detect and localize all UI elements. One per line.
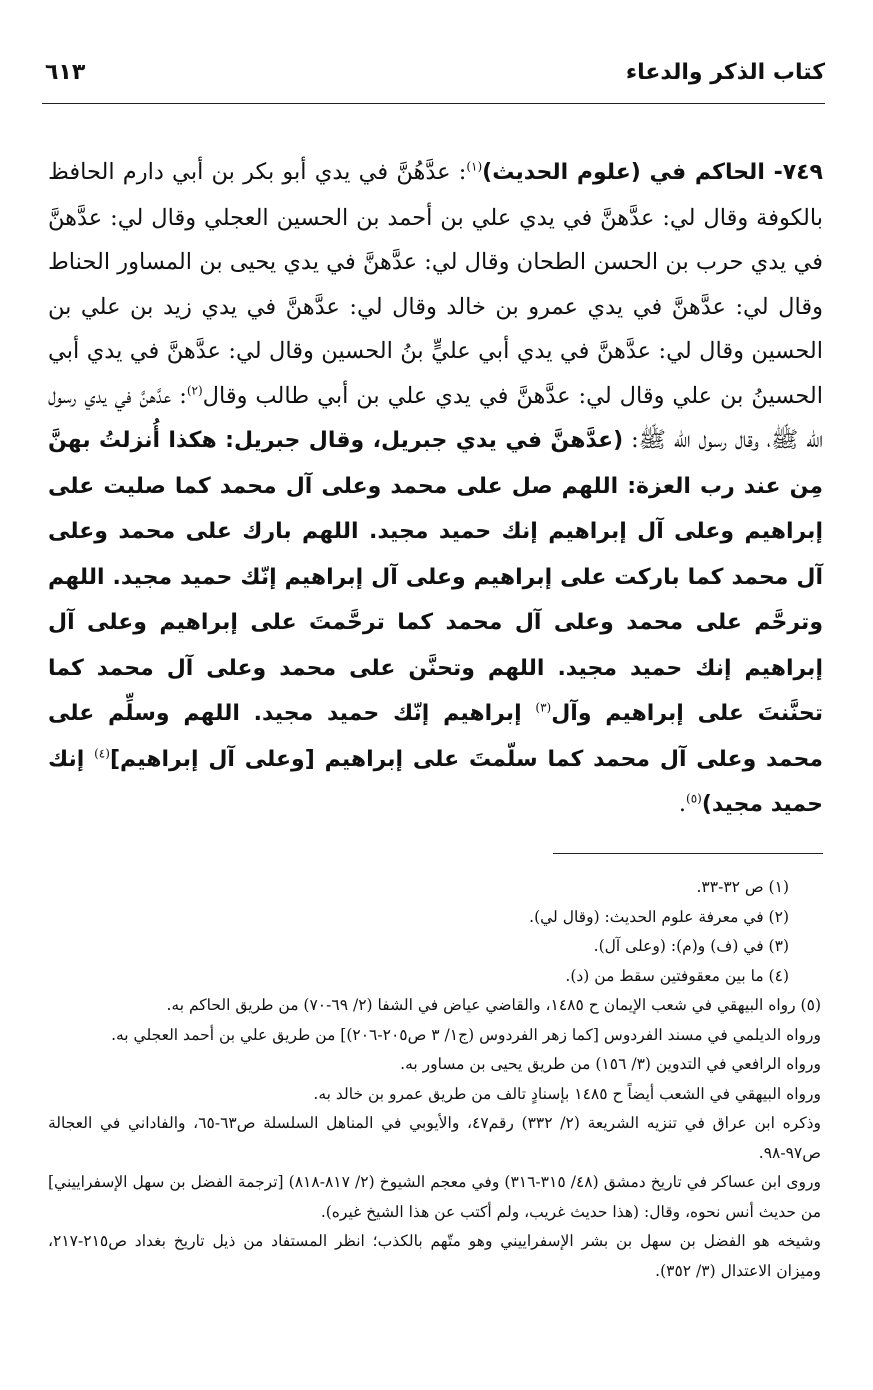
footnote-5-line: ورواه الرافعي في التدوين (٣/ ١٥٦) من طريق يحيى بن مساور به. [400,1055,821,1073]
running-title: كتاب الذكر والدعاء [625,59,825,85]
matn-text-2: إبراهيم إنّك حميد مجيد. اللهم وسلِّم على محمد وعلى آل محمد كما سلّمتَ على إبراهيم [وعلى آل إبراهيم] [48,701,823,772]
header-divider [42,103,825,104]
footnote-ref-3[interactable]: (٣) [535,700,552,715]
footnote-5-line: وذكره ابن عراق في تنزيه الشريعة (٢/ ٣٣٢) رقم٤٧، والأيوبي في المناهل السلسلة ص٦٣-٦٥، والفاداني في العجالة ص٩٧-٩٨. [48,1114,822,1162]
page-header [45,52,825,92]
matn-text: (عدَّهنَّ في يدي جبريل، وقال جبريل: هكذا أُنزلتُ بهنَّ مِن عند رب العزة: اللهم صل على محمد وعلى آل محمد كما صليت على إبراهيم وعلى آل إبراهيم إنك حميد مجيد. اللهم بارك على محمد وعلى آل محمد كما باركت على إبراهيم وعلى آل إبراهيم إنّك حميد مجيد. اللهم وترحَّم على محمد وعلى آل محمد كما ترحَّمتَ على إبراهيم وعلى آل إبراهيم إنك حميد مجيد. اللهم وتحنَّن على محمد وعلى آل محمد كما تحنَّنتَ على إبراهيم وآل [48,428,823,726]
footnotes [48,873,821,1286]
footnote-5-line: وروى ابن عساكر في تاريخ دمشق (٤٨/ ٣١٥-٣١٦) وفي معجم الشيوخ (٢/ ٨١٧-٨١٨) [ترجمة الفضل بن سهل الإسفراييني] من حديث أنس نحوه، وقال: (هذا حديث غريب، ولم أكتب عن هذا الشيخ غيره). [48,1173,822,1221]
footnote-ref-1[interactable]: (١) [466,159,483,174]
footnote-ref-5[interactable]: (٥) [686,791,702,806]
footnote-ref-4[interactable]: (٤) [94,746,110,760]
footnote-1: (١) ص ٣٢-٣٣. [696,878,789,896]
footnote-5-line: ورواه الديلمي في مسند الفردوس [كما زهر الفردوس (ج١/ ٣ ص٢٠٥-٢٠٦)] من طريق علي بن أحمد العجلي به. [111,1025,821,1044]
footnote-2: (٢) في معرفة علوم الحديث: (وقال لي). [529,907,789,926]
hadith-paragraph [48,150,823,828]
footnote-5-line: ورواه البيهقي في الشعب أيضاً ح ١٤٨٥ بإسنادٍ تالف من طريق عمرو بن خالد به. [313,1084,821,1103]
footnote-4: (٤) ما بين معقوفتين سقط من (د). [565,966,789,985]
footnote-5-line: وشيخه هو الفضل بن سهل بن بشر الإسفراييني وهو متّهم بالكذب؛ انظر المستفاد من ذيل تاريخ بغداد ص٢١٥-٢١٧، وميزان الاعتدال (٣/ ٣٥٢). [48,1232,821,1280]
paragraph-end: . [678,791,686,817]
footnote-3: (٣) في (ف) و(م): (وعلى آل). [593,937,789,955]
isnad-text: : عدَّهُنَّ في يدي أبو بكر بن أبي دارم الحافظ بالكوفة وقال لي: عدَّهنَّ في يدي علي بن أحمد بن الحسين العجلي وقال لي: عدَّهنَّ في يدي حرب بن الحسن الطحان وقال لي: عدَّهنَّ في يدي يحيى بن المساور الحناط وقال لي: عدَّهنَّ في يدي عمرو بن خالد وقال لي: عدَّهنَّ في يدي زيد بن علي بن الحسين وقال لي: عدَّهنَّ في يدي أبي عليٍّ بنُ الحسين وقال لي: عدَّهنَّ في يدي أبي الحسينُ بن علي وقال لي: عدَّهنَّ في يدي علي بن أبي طالب وقال [48,159,823,409]
matn-text-3: إنك حميد مجيد) [48,746,823,817]
page-number: ٦١٣ [45,59,86,85]
footnote-5: (٥) رواه البيهقي في شعب الإيمان ح ١٤٨٥، والقاضي عياض في الشفا (٢/ ٦٩-٧٠) من طريق الحاكم به. [166,996,821,1014]
footnote-divider [553,853,823,854]
isnad-text-end: : عدَّهنَّ في يدي رسول الله ﷺ، وقال رسول الله ﷺ: [48,382,824,453]
hadith-number-source: ٧٤٩- الحاكم في (علوم الحديث) [482,160,823,185]
footnote-ref-2[interactable]: (٢) [186,383,203,397]
